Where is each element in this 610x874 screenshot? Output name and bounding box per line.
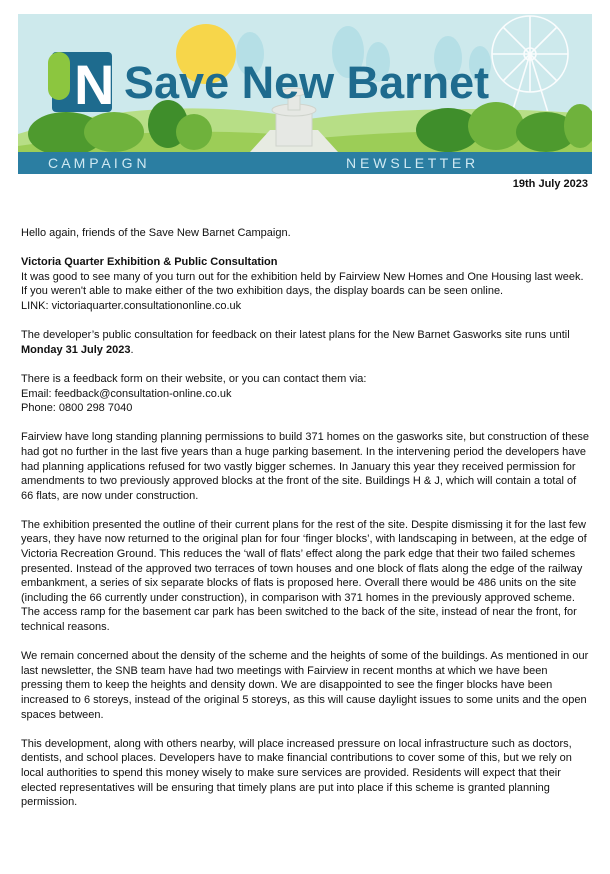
exhibition-link: LINK: victoriaquarter.consultationonline.co.uk (21, 299, 242, 312)
newsletter-body (21, 226, 591, 824)
plans-paragraph: The exhibition presented the outline of their current plans for the rest of the site. Despite dismissing it for the last few years, they have now returned to the original plan for four ‘finger blocks’, with landscaping in between, at the edge of Victoria Recreation Ground. This reduces the ‘wall of flats’ effect along the park edge that their two failed schemes presented. Instead of the approved two terraces of town houses and one block of flats along the edge of the railway embankment, a series of six separate blocks of flats is proposed here. Overall there would be 486 units on the site (including the 66 currently under construction), in comparison with 371 homes in the previously approved scheme. The access ramp for the basement car park has been switched to the back of the site, instead of near the front, for technical reasons. (21, 518, 587, 634)
consultation-paragraph (21, 328, 591, 357)
consultation-deadline: Monday 31 July 2023 (21, 343, 131, 356)
newsletter-banner (18, 14, 592, 174)
banner-illustration (18, 14, 592, 174)
contact-email: Email: feedback@consultation-online.co.uk (21, 387, 232, 400)
issue-date: 19th July 2023 (512, 178, 588, 190)
contact-phone: Phone: 0800 298 7040 (21, 402, 133, 415)
concern-paragraph: We remain concerned about the density of the scheme and the heights of some of the buildings. As mentioned in our last newsletter, the SNB team have had two meetings with Fairview in recent months at which we have been pressing them to keep the heights and density down. We are disappointed to see the finger blocks have been increased to 6 storeys, instead of the original 5 storeys, as this will cause daylight issues to some units and the open spaces between. (21, 650, 589, 721)
snb-logo (48, 52, 114, 116)
history-paragraph: Fairview have long standing planning permissions to build 371 homes on the gasworks site, but construction of these had got no further in the last five years than a huge parking basement. In the intervening period the developers have had planning applications refused for two vastly bigger schemes. In January this year they received permission for amendments to two previously approved blocks at the front of the site. Buildings H & J, which will contain a total of 66 flats, are now under construction. (21, 431, 590, 502)
logo-letter: N (74, 53, 115, 116)
banner-subtitle-right: N E W S L E T T E R (346, 155, 476, 171)
exhibition-text: It was good to see many of you turn out for the exhibition held by Fairview New Homes and One Housing last week. If you weren't able to make either of the two exhibition days, the display boards can be seen online. (21, 270, 584, 298)
infrastructure-paragraph: This development, along with others nearby, will place increased pressure on local infrastructure such as doctors, dentists, and school places. Developers have to make financial contributions to cover some of this, but we rely on local authorities to spend this money wisely to make sure services are provided. Residents will expect that their elected representatives will be ensuring that timely plans are put into place if this scheme is granted planning permission. (21, 737, 572, 809)
banner-subtitle-left: C A M P A I G N (48, 155, 147, 171)
section-heading: Victoria Quarter Exhibition & Public Consultation (21, 256, 278, 269)
banner-title: Save New Barnet (124, 57, 490, 108)
contact-intro: There is a feedback form on their website, or you can contact them via: (21, 372, 367, 385)
greeting: Hello again, friends of the Save New Barnet Campaign. (21, 227, 291, 239)
section-exhibition (21, 255, 591, 313)
consultation-end: . (130, 343, 134, 356)
contact-details (21, 372, 591, 416)
consultation-text: The developer’s public consultation for feedback on their latest plans for the New Barnet Gasworks site runs until (21, 329, 570, 342)
